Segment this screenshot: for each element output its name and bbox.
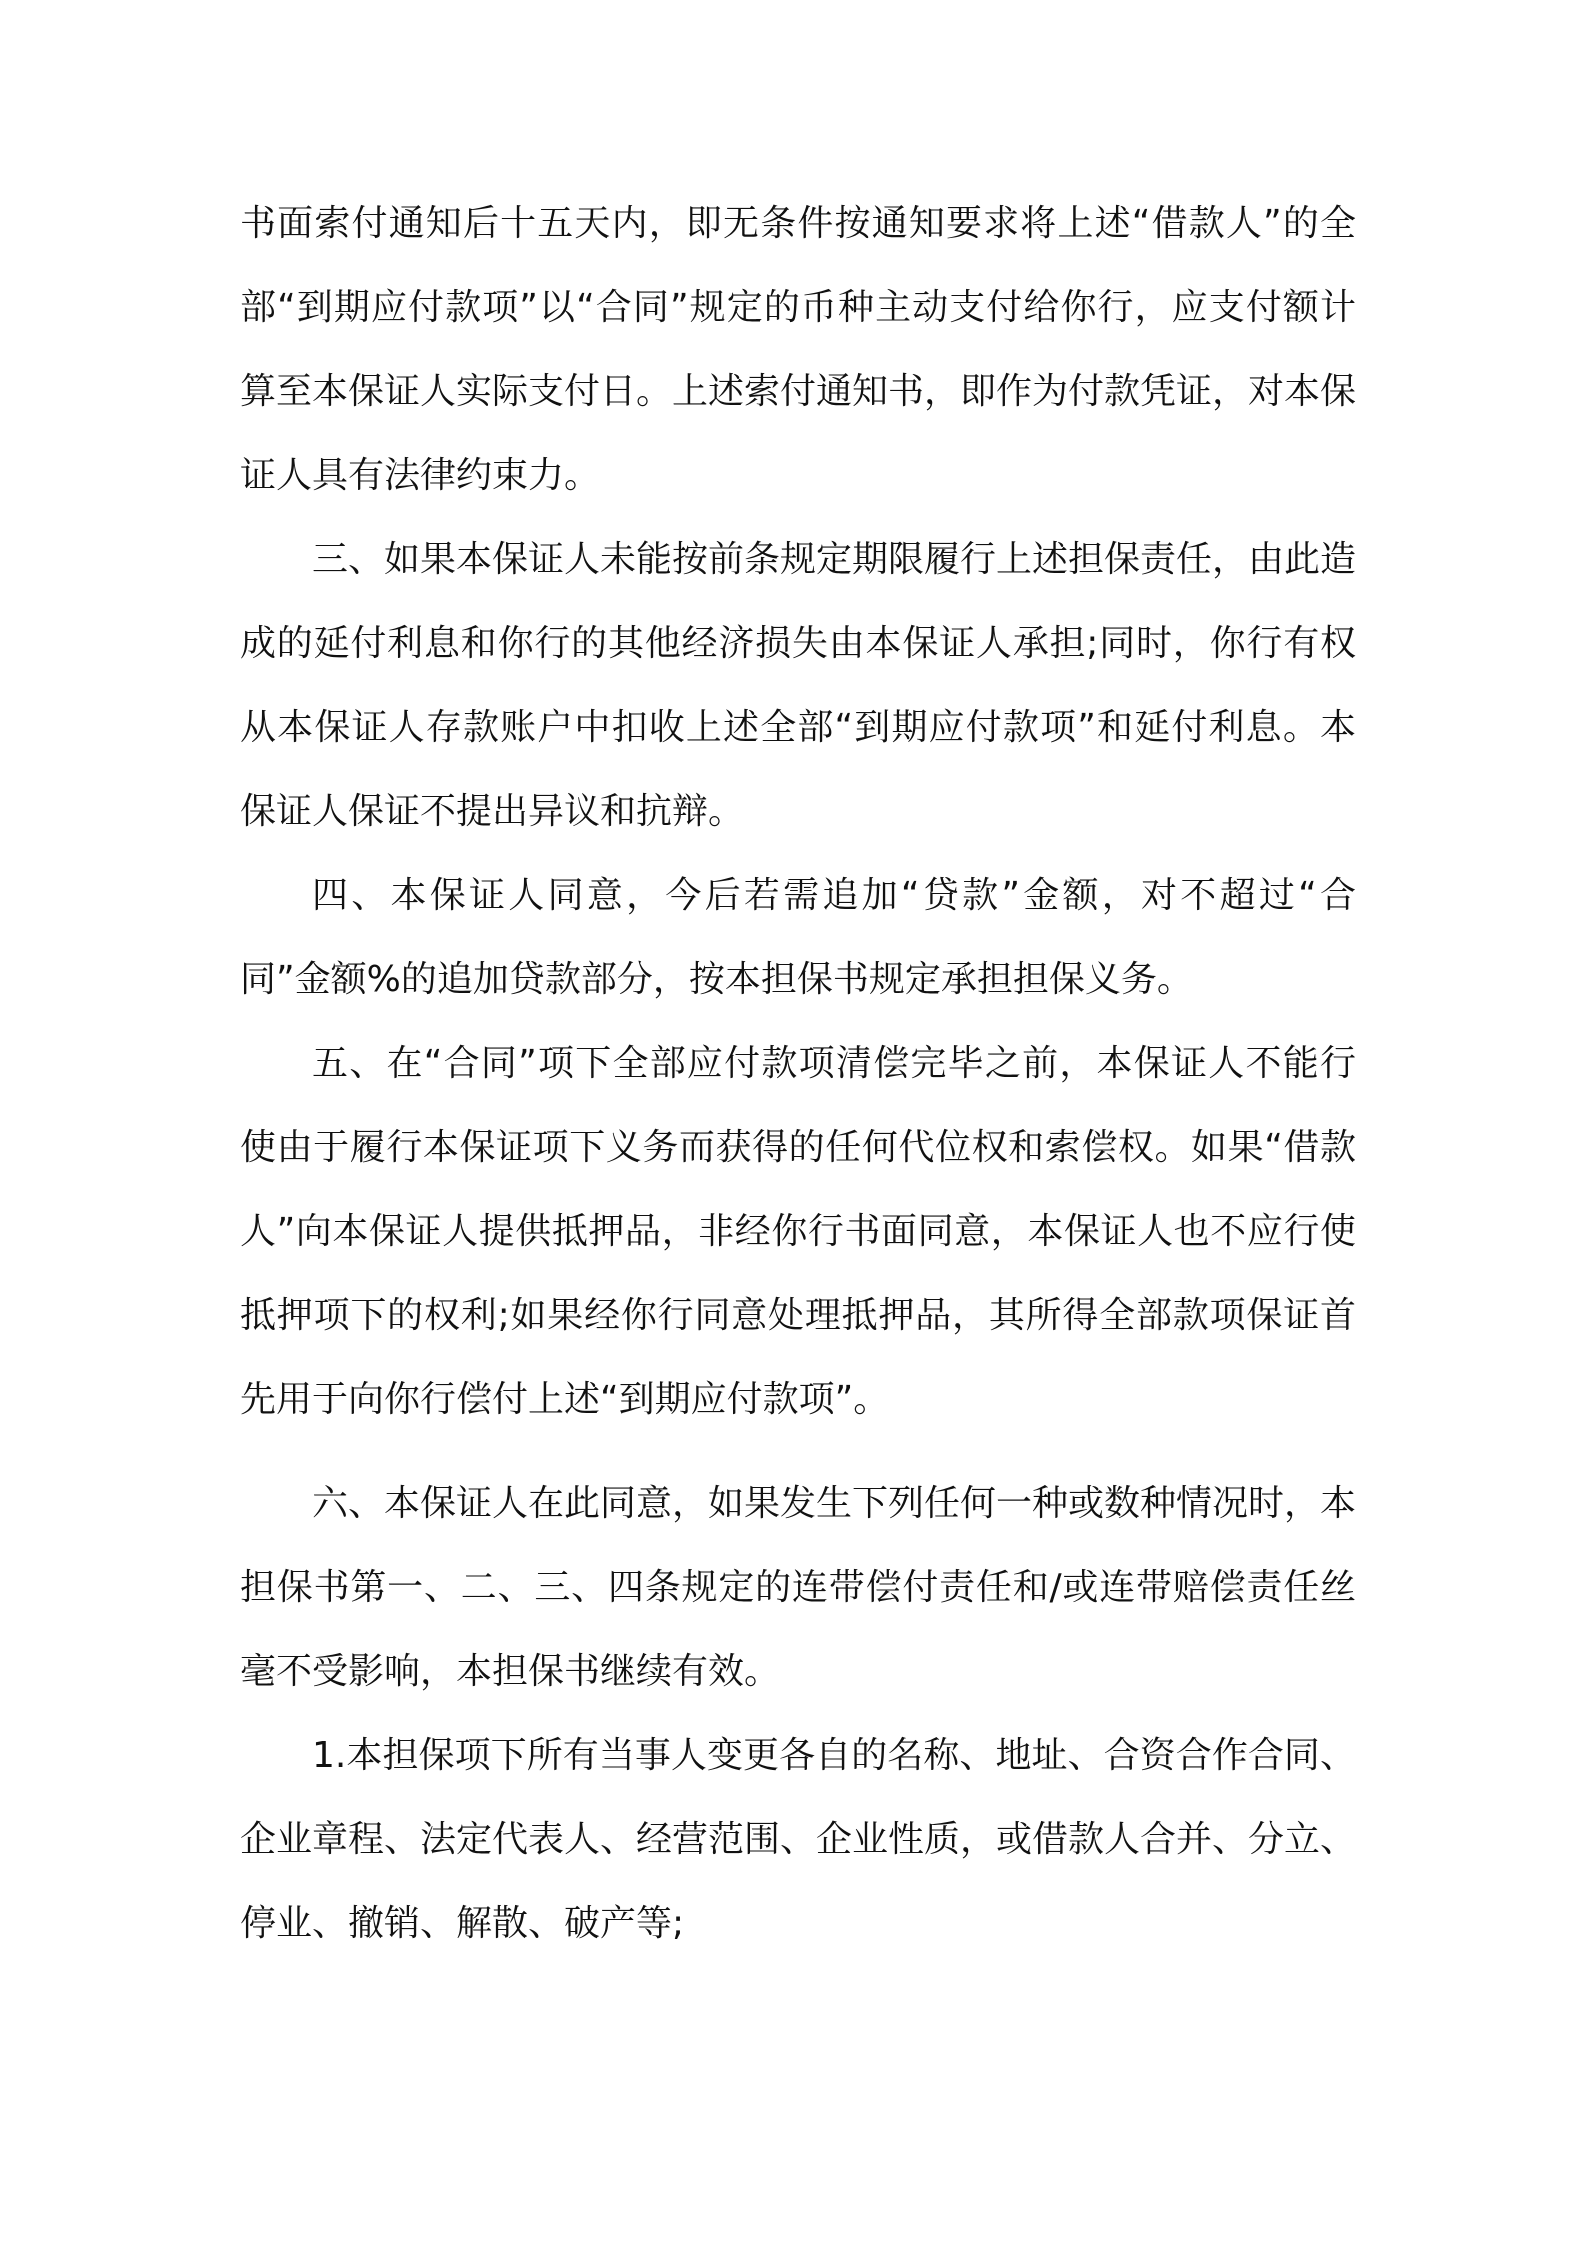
paragraph-payment-notice: 书面索付通知后十五天内，即无条件按通知要求将上述“借款人”的全部“到期应付款项”以“合同”规定的币种主动支付给你行，应支付额计算至本保证人实际支付日。上述索付通知书，即作为付款凭证，对本保证人具有法律约束力。: [240, 203, 1357, 496]
paragraph-clause-six: 六、本保证人在此同意，如果发生下列任何一种或数种情况时，本担保书第一、二、三、四条规定的连带偿付责任和/或连带赔偿责任丝毫不受影响，本担保书继续有效。: [240, 1483, 1357, 1692]
paragraph-clause-four: 四、本保证人同意，今后若需追加“贷款”金额，对不超过“合同”金额%的追加贷款部分，按本担保书规定承担担保义务。: [240, 875, 1356, 1000]
paragraph-item-one: 1.本担保项下所有当事人变更各自的名称、地址、合资合作合同、企业章程、法定代表人、经营范围、企业性质，或借款人合并、分立、停业、撤销、解散、破产等;: [240, 1735, 1357, 1944]
paragraph-clause-three: 三、如果本保证人未能按前条规定期限履行上述担保责任，由此造成的延付利息和你行的其他经济损失由本保证人承担;同时，你行有权从本保证人存款账户中扣收上述全部“到期应付款项”和延付利息。本保证人保证不提出异议和抗辩。: [240, 539, 1357, 832]
paragraph-clause-five: 五、在“合同”项下全部应付款项清偿完毕之前，本保证人不能行使由于履行本保证项下义务而获得的任何代位权和索偿权。如果“借款人”向本保证人提供抵押品，非经你行书面同意，本保证人也不应行使抵押项下的权利;如果经你行同意处理抵押品，其所得全部款项保证首先用于向你行偿付上述“到期应付款项”。: [240, 1043, 1356, 1420]
document-body: [240, 182, 1356, 1966]
